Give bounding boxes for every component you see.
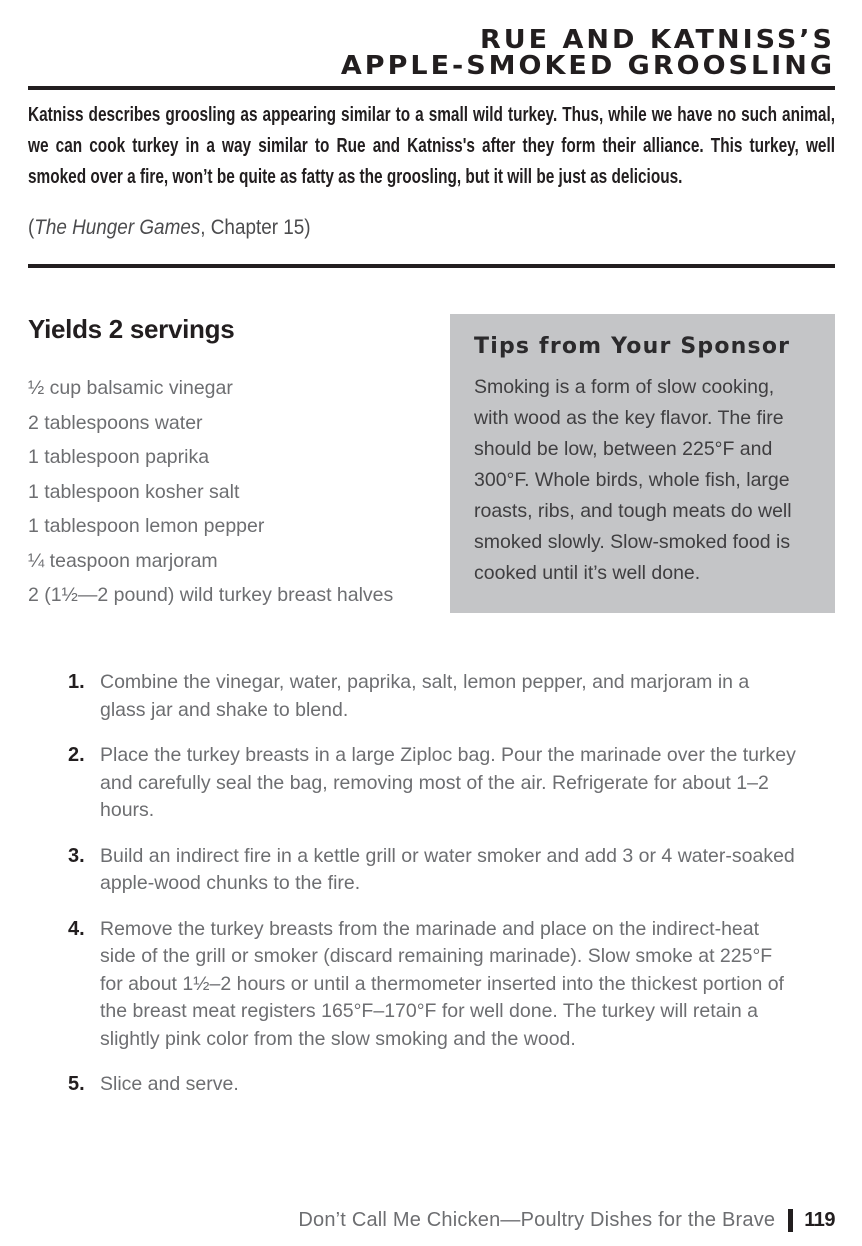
tips-sidebar-box	[450, 314, 835, 613]
ingredient-item: 2 (1½—2 pound) wild turkey breast halves	[28, 584, 394, 606]
step-number: 5.	[68, 1073, 85, 1095]
step-text: Remove the turkey breasts from the marinade and place on the indirect-heat side of the grill or smoker (discard remaining marinade). Slow smoke at 225°F for about 1½–2 hours or until a thermometer inserted into the thickest portion of the breast meat registers 165°F–170°F for well done. The turkey will retain a slightly pink color from the slow smoking and the wood.	[100, 917, 784, 1050]
footer-chapter-title: Don’t Call Me Chicken—Poultry Dishes for the Brave	[298, 1209, 776, 1231]
footer-divider-bar	[788, 1209, 793, 1232]
ingredients-and-tips-section	[28, 314, 835, 613]
step-text: Place the turkey breasts in a large Ziploc bag. Pour the marinade over the turkey and carefully seal the bag, removing most of the air. Refrigerate for about 1–2 hours.	[100, 744, 796, 821]
citation-book-title: The Hunger Games	[34, 216, 201, 239]
recipe-title	[28, 27, 835, 79]
instruction-step	[68, 916, 835, 1054]
intro-paragraph: Katniss describes groosling as appearing similar to a small wild turkey. Thus, while we have no such animal, we can cook turkey in a way similar to Rue and Katniss's after they form their alliance. This turkey, well smoked over a fire, won’t be quite as fatty as the groosling, but it will be just as delicious.	[28, 103, 835, 188]
header-rule	[28, 86, 835, 90]
ingredients-column	[28, 314, 428, 613]
intro-rule	[28, 264, 835, 268]
step-number: 3.	[68, 844, 85, 867]
page-footer	[298, 1209, 835, 1232]
recipe-title-line-1: RUE AND KATNISS’S	[479, 25, 835, 55]
step-text: Slice and serve.	[100, 1073, 239, 1095]
citation-prefix: (	[28, 216, 35, 239]
tips-box-title: Tips from Your Sponsor	[474, 334, 791, 359]
step-number: 4.	[68, 917, 85, 940]
ingredient-item: 1 tablespoon kosher salt	[28, 480, 240, 503]
ingredient-item: 2 tablespoons water	[28, 411, 203, 434]
citation-suffix: , Chapter 15)	[200, 216, 311, 239]
instruction-step	[68, 1071, 835, 1099]
instructions-list	[68, 669, 835, 1099]
ingredient-item: ¼ teaspoon marjoram	[28, 549, 218, 572]
step-text: Combine the vinegar, water, paprika, salt, lemon pepper, and marjoram in a glass jar and shake to blend.	[100, 671, 750, 721]
recipe-title-line-2: APPLE-SMOKED GROOSLING	[340, 51, 835, 81]
step-number: 1.	[68, 671, 85, 693]
ingredient-list	[28, 371, 428, 613]
ingredient-item: ½ cup balsamic vinegar	[28, 377, 233, 399]
instruction-step	[68, 742, 835, 825]
book-citation	[28, 213, 835, 243]
ingredient-item: 1 tablespoon lemon pepper	[28, 515, 265, 537]
instruction-step	[68, 843, 835, 898]
footer-page-number: 119	[804, 1209, 835, 1231]
step-number: 2.	[68, 744, 85, 766]
step-text: Build an indirect fire in a kettle grill or water smoker and add 3 or 4 water-soaked apple-wood chunks to the fire.	[100, 844, 795, 894]
tips-box-body: Smoking is a form of slow cooking, with wood as the key flavor. The fire should be low, between 225°F and 300°F. Whole birds, whole fish, large roasts, ribs, and tough meats do well smoked slowly. Slow-smoked food is cooked until it’s well done.	[474, 376, 792, 584]
instruction-step	[68, 669, 835, 724]
yield-heading: Yields 2 servings	[28, 314, 235, 344]
ingredient-item: 1 tablespoon paprika	[28, 446, 210, 468]
